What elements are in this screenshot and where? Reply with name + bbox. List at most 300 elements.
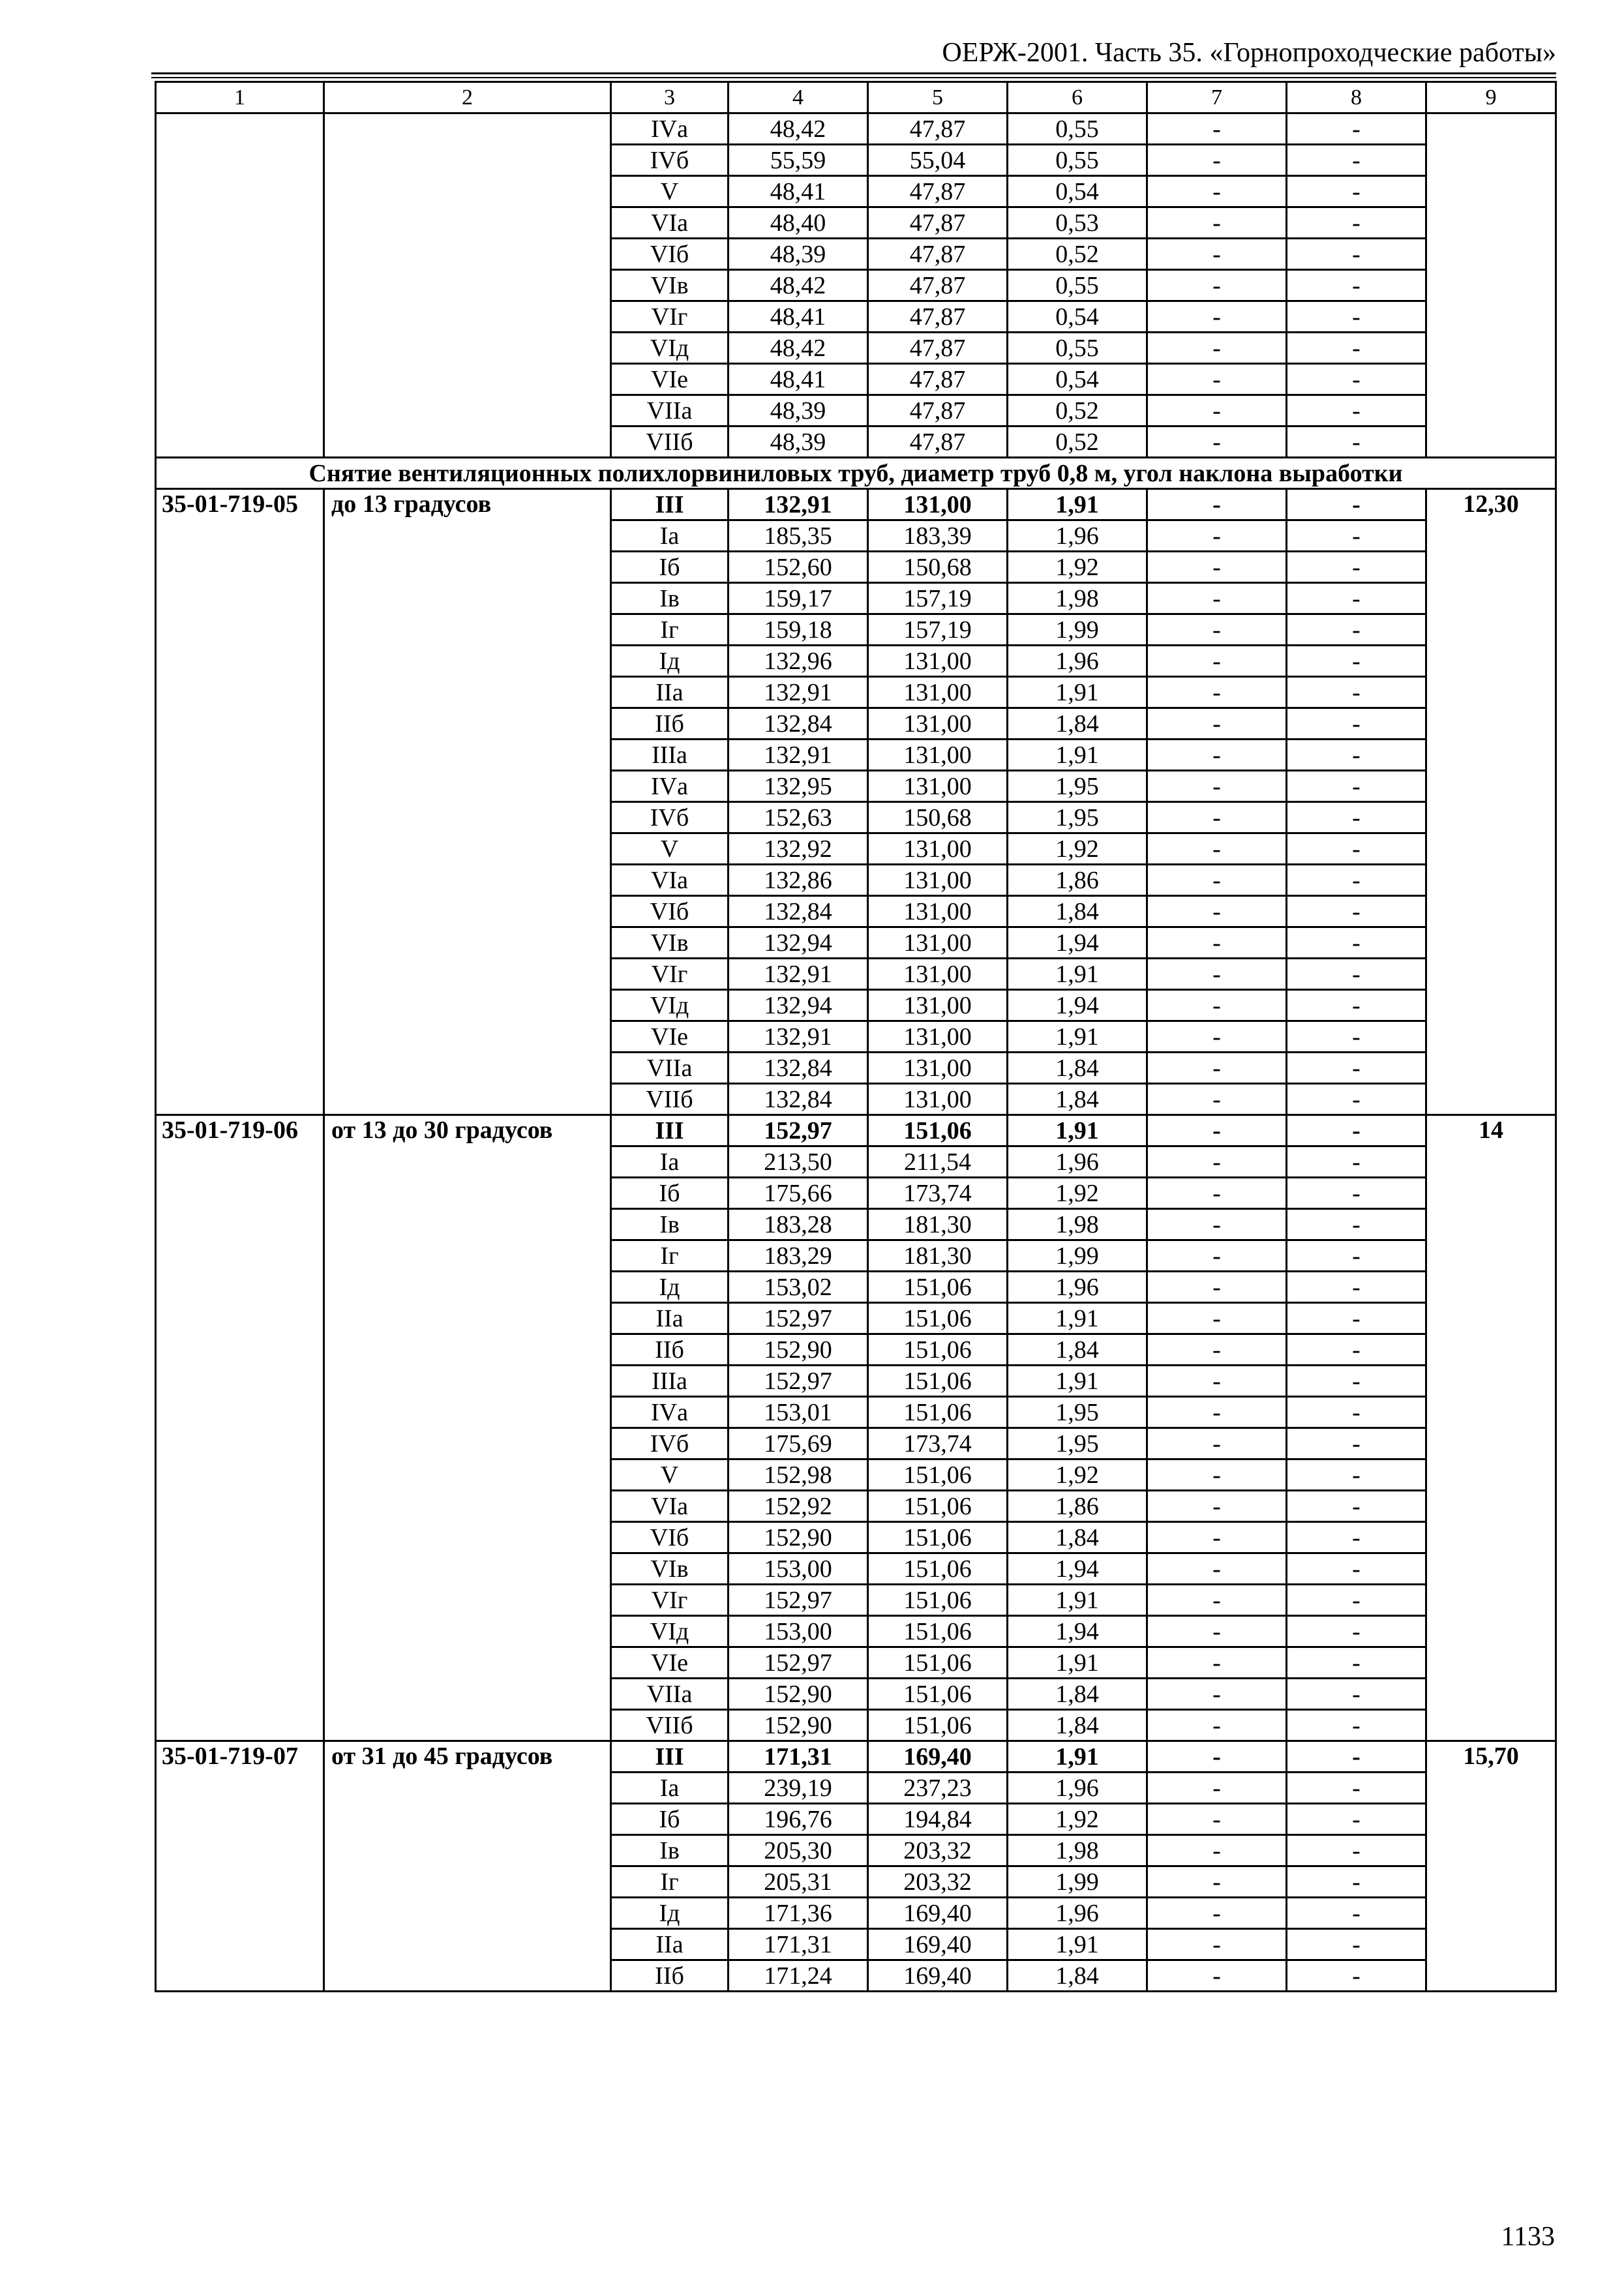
table-cell: 151,06 (868, 1272, 1008, 1303)
table-body (156, 82, 1556, 1992)
table-cell: VIе (611, 364, 729, 395)
table-cell: VIд (611, 1616, 729, 1647)
table-cell: 47,87 (868, 364, 1008, 395)
table-cell: 48,42 (729, 113, 868, 145)
table-cell: 203,32 (868, 1866, 1008, 1898)
table-cell: 1,95 (1008, 1428, 1147, 1459)
continuation-code-cell (156, 113, 324, 458)
table-cell: 173,74 (868, 1428, 1008, 1459)
table-cell: 151,06 (868, 1303, 1008, 1334)
table-cell: 1,84 (1008, 708, 1147, 740)
table-cell: IIб (611, 1960, 729, 1992)
table-cell: 183,39 (868, 520, 1008, 552)
table-cell: - (1147, 426, 1287, 458)
table-cell: IIIа (611, 740, 729, 771)
table-cell: VIв (611, 270, 729, 301)
table-cell: - (1147, 1647, 1287, 1679)
table-cell: - (1287, 1866, 1426, 1898)
table-cell: - (1287, 614, 1426, 646)
table-cell: Iа (611, 520, 729, 552)
table-cell: - (1147, 1272, 1287, 1303)
table-cell: 1,86 (1008, 1491, 1147, 1522)
table-cell: - (1287, 1773, 1426, 1804)
table-cell: 132,91 (729, 489, 868, 520)
table-cell: 213,50 (729, 1146, 868, 1178)
table-cell: - (1287, 489, 1426, 520)
table-cell: 1,94 (1008, 990, 1147, 1021)
table-cell: - (1147, 677, 1287, 708)
table-cell: - (1147, 865, 1287, 896)
table-cell: - (1287, 1647, 1426, 1679)
table-cell: 0,54 (1008, 364, 1147, 395)
table-cell: - (1147, 301, 1287, 333)
table-cell: - (1147, 959, 1287, 990)
table-cell: - (1287, 207, 1426, 239)
table-cell: - (1147, 1303, 1287, 1334)
table-cell: 131,00 (868, 865, 1008, 896)
table-cell: 132,94 (729, 990, 868, 1021)
table-cell: - (1147, 552, 1287, 583)
table-cell: - (1287, 1553, 1426, 1585)
table-cell: 169,40 (868, 1960, 1008, 1992)
table-cell: 153,00 (729, 1616, 868, 1647)
table-cell: 131,00 (868, 833, 1008, 865)
table-cell: 1,95 (1008, 802, 1147, 833)
table-cell: VIб (611, 896, 729, 927)
table-cell: 153,00 (729, 1553, 868, 1585)
table-cell: 153,02 (729, 1272, 868, 1303)
table-cell: - (1287, 1428, 1426, 1459)
table-cell: 157,19 (868, 614, 1008, 646)
table-cell: 151,06 (868, 1115, 1008, 1146)
table-cell: IVа (611, 113, 729, 145)
table-cell: 150,68 (868, 802, 1008, 833)
column-number-cell: 3 (611, 82, 729, 113)
table-cell: 48,39 (729, 395, 868, 426)
table-cell: - (1287, 1366, 1426, 1397)
table-cell: - (1147, 1053, 1287, 1084)
table-cell: 152,60 (729, 552, 868, 583)
table-cell: III (611, 1115, 729, 1146)
table-cell: 132,91 (729, 740, 868, 771)
table-cell: - (1147, 990, 1287, 1021)
table-cell: 47,87 (868, 113, 1008, 145)
table-cell: - (1147, 1178, 1287, 1209)
table-cell: VIд (611, 333, 729, 364)
table-cell: 1,92 (1008, 1804, 1147, 1835)
table-cell: 1,96 (1008, 1898, 1147, 1929)
section-title: Снятие вентиляционных полихлорвиниловых труб, диаметр труб 0,8 м, угол наклона выработки (156, 458, 1556, 489)
table-cell: 171,24 (729, 1960, 868, 1992)
table-cell: - (1287, 239, 1426, 270)
table-cell: - (1147, 239, 1287, 270)
table-cell: - (1147, 1209, 1287, 1240)
table-cell: IIIа (611, 1366, 729, 1397)
table-cell: 171,31 (729, 1741, 868, 1773)
table-cell: 157,19 (868, 583, 1008, 614)
table-cell: - (1147, 207, 1287, 239)
page-header: ОЕРЖ-2001. Часть 35. «Горнопроходческие работы» (942, 38, 1556, 68)
table-cell: 131,00 (868, 646, 1008, 677)
table-cell: 205,31 (729, 1866, 868, 1898)
table-cell: 152,90 (729, 1334, 868, 1366)
table-cell: VIг (611, 959, 729, 990)
rate-code: 35-01-719-06 (156, 1115, 324, 1741)
table-cell: 150,68 (868, 552, 1008, 583)
table-cell: 132,91 (729, 1021, 868, 1053)
table-cell: - (1287, 1929, 1426, 1960)
table-cell: - (1287, 1710, 1426, 1741)
table-cell: 152,90 (729, 1522, 868, 1553)
table-cell: IVа (611, 1397, 729, 1428)
table-cell: Iг (611, 1240, 729, 1272)
table-cell: 1,91 (1008, 1021, 1147, 1053)
table-cell: 1,92 (1008, 1459, 1147, 1491)
table-cell: IVа (611, 771, 729, 802)
table-cell: - (1147, 1585, 1287, 1616)
table-cell: 169,40 (868, 1898, 1008, 1929)
table-cell: Iд (611, 1898, 729, 1929)
table-cell: VIв (611, 927, 729, 959)
table-cell: - (1147, 646, 1287, 677)
table-cell: 151,06 (868, 1616, 1008, 1647)
table-cell: V (611, 176, 729, 207)
rate-code: 35-01-719-05 (156, 489, 324, 1115)
table-cell: - (1147, 1491, 1287, 1522)
table-cell: - (1287, 771, 1426, 802)
table-cell: VIд (611, 990, 729, 1021)
table-cell: 203,32 (868, 1835, 1008, 1866)
table-cell: 132,84 (729, 1053, 868, 1084)
table-cell: 1,92 (1008, 833, 1147, 865)
table-cell: 48,41 (729, 176, 868, 207)
table-cell: 132,84 (729, 1084, 868, 1115)
table-cell: - (1287, 113, 1426, 145)
table-cell: IVб (611, 802, 729, 833)
table-cell: 47,87 (868, 176, 1008, 207)
table-cell: 159,17 (729, 583, 868, 614)
table-cell: 151,06 (868, 1491, 1008, 1522)
table-cell: 151,06 (868, 1679, 1008, 1710)
table-cell: - (1287, 1804, 1426, 1835)
table-cell: 185,35 (729, 520, 868, 552)
table-cell: 1,95 (1008, 771, 1147, 802)
table-cell: - (1287, 708, 1426, 740)
table-cell: - (1287, 552, 1426, 583)
table-cell: - (1287, 833, 1426, 865)
table-cell: 159,18 (729, 614, 868, 646)
table-cell: IVб (611, 1428, 729, 1459)
table-cell: VIб (611, 1522, 729, 1553)
table-cell: - (1287, 1835, 1426, 1866)
section-row (156, 458, 1556, 489)
table-cell: 131,00 (868, 677, 1008, 708)
table-cell: 237,23 (868, 1773, 1008, 1804)
table-cell: - (1147, 1741, 1287, 1773)
table-cell: 48,39 (729, 426, 868, 458)
table-cell: - (1147, 270, 1287, 301)
table-cell: - (1147, 1898, 1287, 1929)
table-cell: - (1147, 1835, 1287, 1866)
table-cell: 151,06 (868, 1647, 1008, 1679)
table-cell: - (1147, 583, 1287, 614)
table-cell: 1,91 (1008, 1303, 1147, 1334)
table-cell: 151,06 (868, 1459, 1008, 1491)
table-cell: 196,76 (729, 1804, 868, 1835)
table-cell: 169,40 (868, 1929, 1008, 1960)
table-cell: 1,84 (1008, 1334, 1147, 1366)
table-cell: 0,54 (1008, 176, 1147, 207)
table-cell: - (1287, 677, 1426, 708)
table-cell: 48,42 (729, 270, 868, 301)
table-cell: 1,98 (1008, 583, 1147, 614)
table-cell: 1,92 (1008, 1178, 1147, 1209)
table-cell: 47,87 (868, 426, 1008, 458)
table-cell: - (1287, 1898, 1426, 1929)
table-cell: - (1287, 1021, 1426, 1053)
table-cell: - (1287, 1741, 1426, 1773)
table-cell: 132,96 (729, 646, 868, 677)
table-cell: 151,06 (868, 1334, 1008, 1366)
table-cell: - (1147, 1397, 1287, 1428)
table-cell: - (1287, 1585, 1426, 1616)
table-cell: VIа (611, 1491, 729, 1522)
table-cell: 1,99 (1008, 1866, 1147, 1898)
table-cell: VIIа (611, 1679, 729, 1710)
table-cell: IVб (611, 145, 729, 176)
table-cell: 1,91 (1008, 1741, 1147, 1773)
table-cell: VIг (611, 301, 729, 333)
table-cell: 1,91 (1008, 1366, 1147, 1397)
table-cell: - (1147, 1428, 1287, 1459)
table-cell: 173,74 (868, 1178, 1008, 1209)
table-cell: 1,84 (1008, 1710, 1147, 1741)
table-cell: - (1147, 1459, 1287, 1491)
table-cell: - (1287, 301, 1426, 333)
column-number-cell: 6 (1008, 82, 1147, 113)
table-cell: 131,00 (868, 708, 1008, 740)
table-cell: 1,94 (1008, 1616, 1147, 1647)
table-cell: - (1287, 1146, 1426, 1178)
table-cell: 152,90 (729, 1679, 868, 1710)
table-cell: - (1147, 1115, 1287, 1146)
table-cell: 47,87 (868, 301, 1008, 333)
rate-description: от 31 до 45 градусов (324, 1741, 611, 1992)
table-cell: VIе (611, 1021, 729, 1053)
table-cell: VIе (611, 1647, 729, 1679)
table-cell: 131,00 (868, 896, 1008, 927)
table-cell: 1,91 (1008, 1585, 1147, 1616)
table-cell: - (1147, 1146, 1287, 1178)
table-cell: - (1287, 1115, 1426, 1146)
table-cell: - (1287, 1053, 1426, 1084)
table-cell: 151,06 (868, 1522, 1008, 1553)
table-cell: 1,91 (1008, 1647, 1147, 1679)
table-cell: 55,04 (868, 145, 1008, 176)
rate-description: от 13 до 30 градусов (324, 1115, 611, 1741)
table-cell: - (1287, 1679, 1426, 1710)
table-row (156, 113, 1556, 145)
table-cell: - (1287, 145, 1426, 176)
table-cell: Iб (611, 552, 729, 583)
table-cell: 1,86 (1008, 865, 1147, 896)
table-cell: V (611, 1459, 729, 1491)
table-cell: - (1287, 1272, 1426, 1303)
table-cell: - (1287, 1960, 1426, 1992)
table-cell: VIIа (611, 1053, 729, 1084)
table-cell: VIIб (611, 1710, 729, 1741)
table-cell: Iа (611, 1146, 729, 1178)
table-cell: 152,98 (729, 1459, 868, 1491)
table-cell: 0,55 (1008, 113, 1147, 145)
table-cell: 131,00 (868, 990, 1008, 1021)
table-cell: 132,94 (729, 927, 868, 959)
table-cell: 47,87 (868, 207, 1008, 239)
table-cell: 152,97 (729, 1303, 868, 1334)
table-cell: VIб (611, 239, 729, 270)
table-cell: 152,97 (729, 1366, 868, 1397)
table-cell: 1,96 (1008, 1146, 1147, 1178)
table-cell: - (1147, 1240, 1287, 1272)
table-cell: 1,99 (1008, 1240, 1147, 1272)
table-cell: 211,54 (868, 1146, 1008, 1178)
table-cell: 1,84 (1008, 1960, 1147, 1992)
rate-col9: 12,30 (1426, 489, 1556, 1115)
table-cell: - (1287, 1397, 1426, 1428)
table-cell: VIв (611, 1553, 729, 1585)
table-cell: 1,94 (1008, 1553, 1147, 1585)
table-cell: 1,91 (1008, 1115, 1147, 1146)
table-cell: - (1147, 802, 1287, 833)
table-cell: 1,91 (1008, 1929, 1147, 1960)
table-cell: 1,99 (1008, 614, 1147, 646)
table-cell: 0,55 (1008, 333, 1147, 364)
table-cell: VIа (611, 207, 729, 239)
group-head-row (156, 489, 1556, 520)
table-cell: IIб (611, 1334, 729, 1366)
table-cell: - (1287, 1616, 1426, 1647)
table-cell: 1,98 (1008, 1209, 1147, 1240)
table-cell: 1,96 (1008, 520, 1147, 552)
table-cell: - (1287, 270, 1426, 301)
table-cell: - (1147, 1553, 1287, 1585)
table-cell: IIа (611, 1303, 729, 1334)
continuation-col9-cell (1426, 113, 1556, 458)
table-cell: 153,01 (729, 1397, 868, 1428)
table-cell: 151,06 (868, 1553, 1008, 1585)
table-cell: - (1147, 1084, 1287, 1115)
table-cell: - (1147, 614, 1287, 646)
table-cell: - (1147, 1929, 1287, 1960)
table-cell: 151,06 (868, 1366, 1008, 1397)
table-cell: - (1287, 426, 1426, 458)
table-cell: - (1287, 959, 1426, 990)
table-cell: 132,84 (729, 896, 868, 927)
table-cell: - (1147, 708, 1287, 740)
table-cell: 1,91 (1008, 489, 1147, 520)
table-cell: 131,00 (868, 959, 1008, 990)
table-cell: - (1287, 1459, 1426, 1491)
table-cell: - (1287, 1178, 1426, 1209)
table-cell: 47,87 (868, 333, 1008, 364)
column-number-cell: 5 (868, 82, 1008, 113)
table-cell: 132,92 (729, 833, 868, 865)
table-cell: - (1147, 395, 1287, 426)
table-cell: 132,84 (729, 708, 868, 740)
table-cell: - (1147, 176, 1287, 207)
table-cell: - (1287, 1303, 1426, 1334)
table-cell: III (611, 489, 729, 520)
table-cell: IIа (611, 1929, 729, 1960)
column-number-cell: 4 (729, 82, 868, 113)
table-cell: 152,90 (729, 1710, 868, 1741)
table-cell: VIг (611, 1585, 729, 1616)
table-cell: V (611, 833, 729, 865)
table-cell: 1,96 (1008, 1272, 1147, 1303)
table-cell: Iв (611, 583, 729, 614)
table-cell: 0,55 (1008, 145, 1147, 176)
table-cell: 152,63 (729, 802, 868, 833)
table-cell: VIа (611, 865, 729, 896)
table-cell: 48,42 (729, 333, 868, 364)
table-cell: 131,00 (868, 489, 1008, 520)
rate-description: до 13 градусов (324, 489, 611, 1115)
table-cell: - (1147, 1366, 1287, 1397)
table-cell: 1,94 (1008, 927, 1147, 959)
column-number-cell: 7 (1147, 82, 1287, 113)
group-head-row (156, 1115, 1556, 1146)
table-cell: 151,06 (868, 1397, 1008, 1428)
table-cell: - (1287, 865, 1426, 896)
table-cell: 47,87 (868, 395, 1008, 426)
table-cell: - (1147, 1616, 1287, 1647)
table-cell: 1,96 (1008, 1773, 1147, 1804)
table-cell: - (1287, 520, 1426, 552)
table-cell: - (1147, 1960, 1287, 1992)
table-cell: 0,55 (1008, 270, 1147, 301)
column-number-cell: 8 (1287, 82, 1426, 113)
table-cell: 1,91 (1008, 740, 1147, 771)
table-cell: - (1287, 1491, 1426, 1522)
table-cell: 239,19 (729, 1773, 868, 1804)
group-head-row (156, 1741, 1556, 1773)
table-cell: IIб (611, 708, 729, 740)
table-cell: 132,91 (729, 677, 868, 708)
table-cell: - (1147, 1710, 1287, 1741)
table-cell: 132,91 (729, 959, 868, 990)
table-cell: 0,53 (1008, 207, 1147, 239)
table-cell: - (1287, 1522, 1426, 1553)
table-cell: - (1287, 364, 1426, 395)
table-cell: 175,69 (729, 1428, 868, 1459)
table-cell: 132,86 (729, 865, 868, 896)
table-cell: - (1287, 1084, 1426, 1115)
table-cell: 194,84 (868, 1804, 1008, 1835)
table-cell: - (1147, 113, 1287, 145)
table-cell: 152,92 (729, 1491, 868, 1522)
table-cell: 47,87 (868, 239, 1008, 270)
table-cell: - (1287, 646, 1426, 677)
table-cell: - (1147, 1804, 1287, 1835)
table-cell: 47,87 (868, 270, 1008, 301)
table-cell: 1,98 (1008, 1835, 1147, 1866)
table-cell: IIа (611, 677, 729, 708)
table-cell: 171,31 (729, 1929, 868, 1960)
table-cell: - (1147, 1679, 1287, 1710)
table-cell: 171,36 (729, 1898, 868, 1929)
table-cell: 131,00 (868, 1021, 1008, 1053)
table-cell: Iб (611, 1178, 729, 1209)
